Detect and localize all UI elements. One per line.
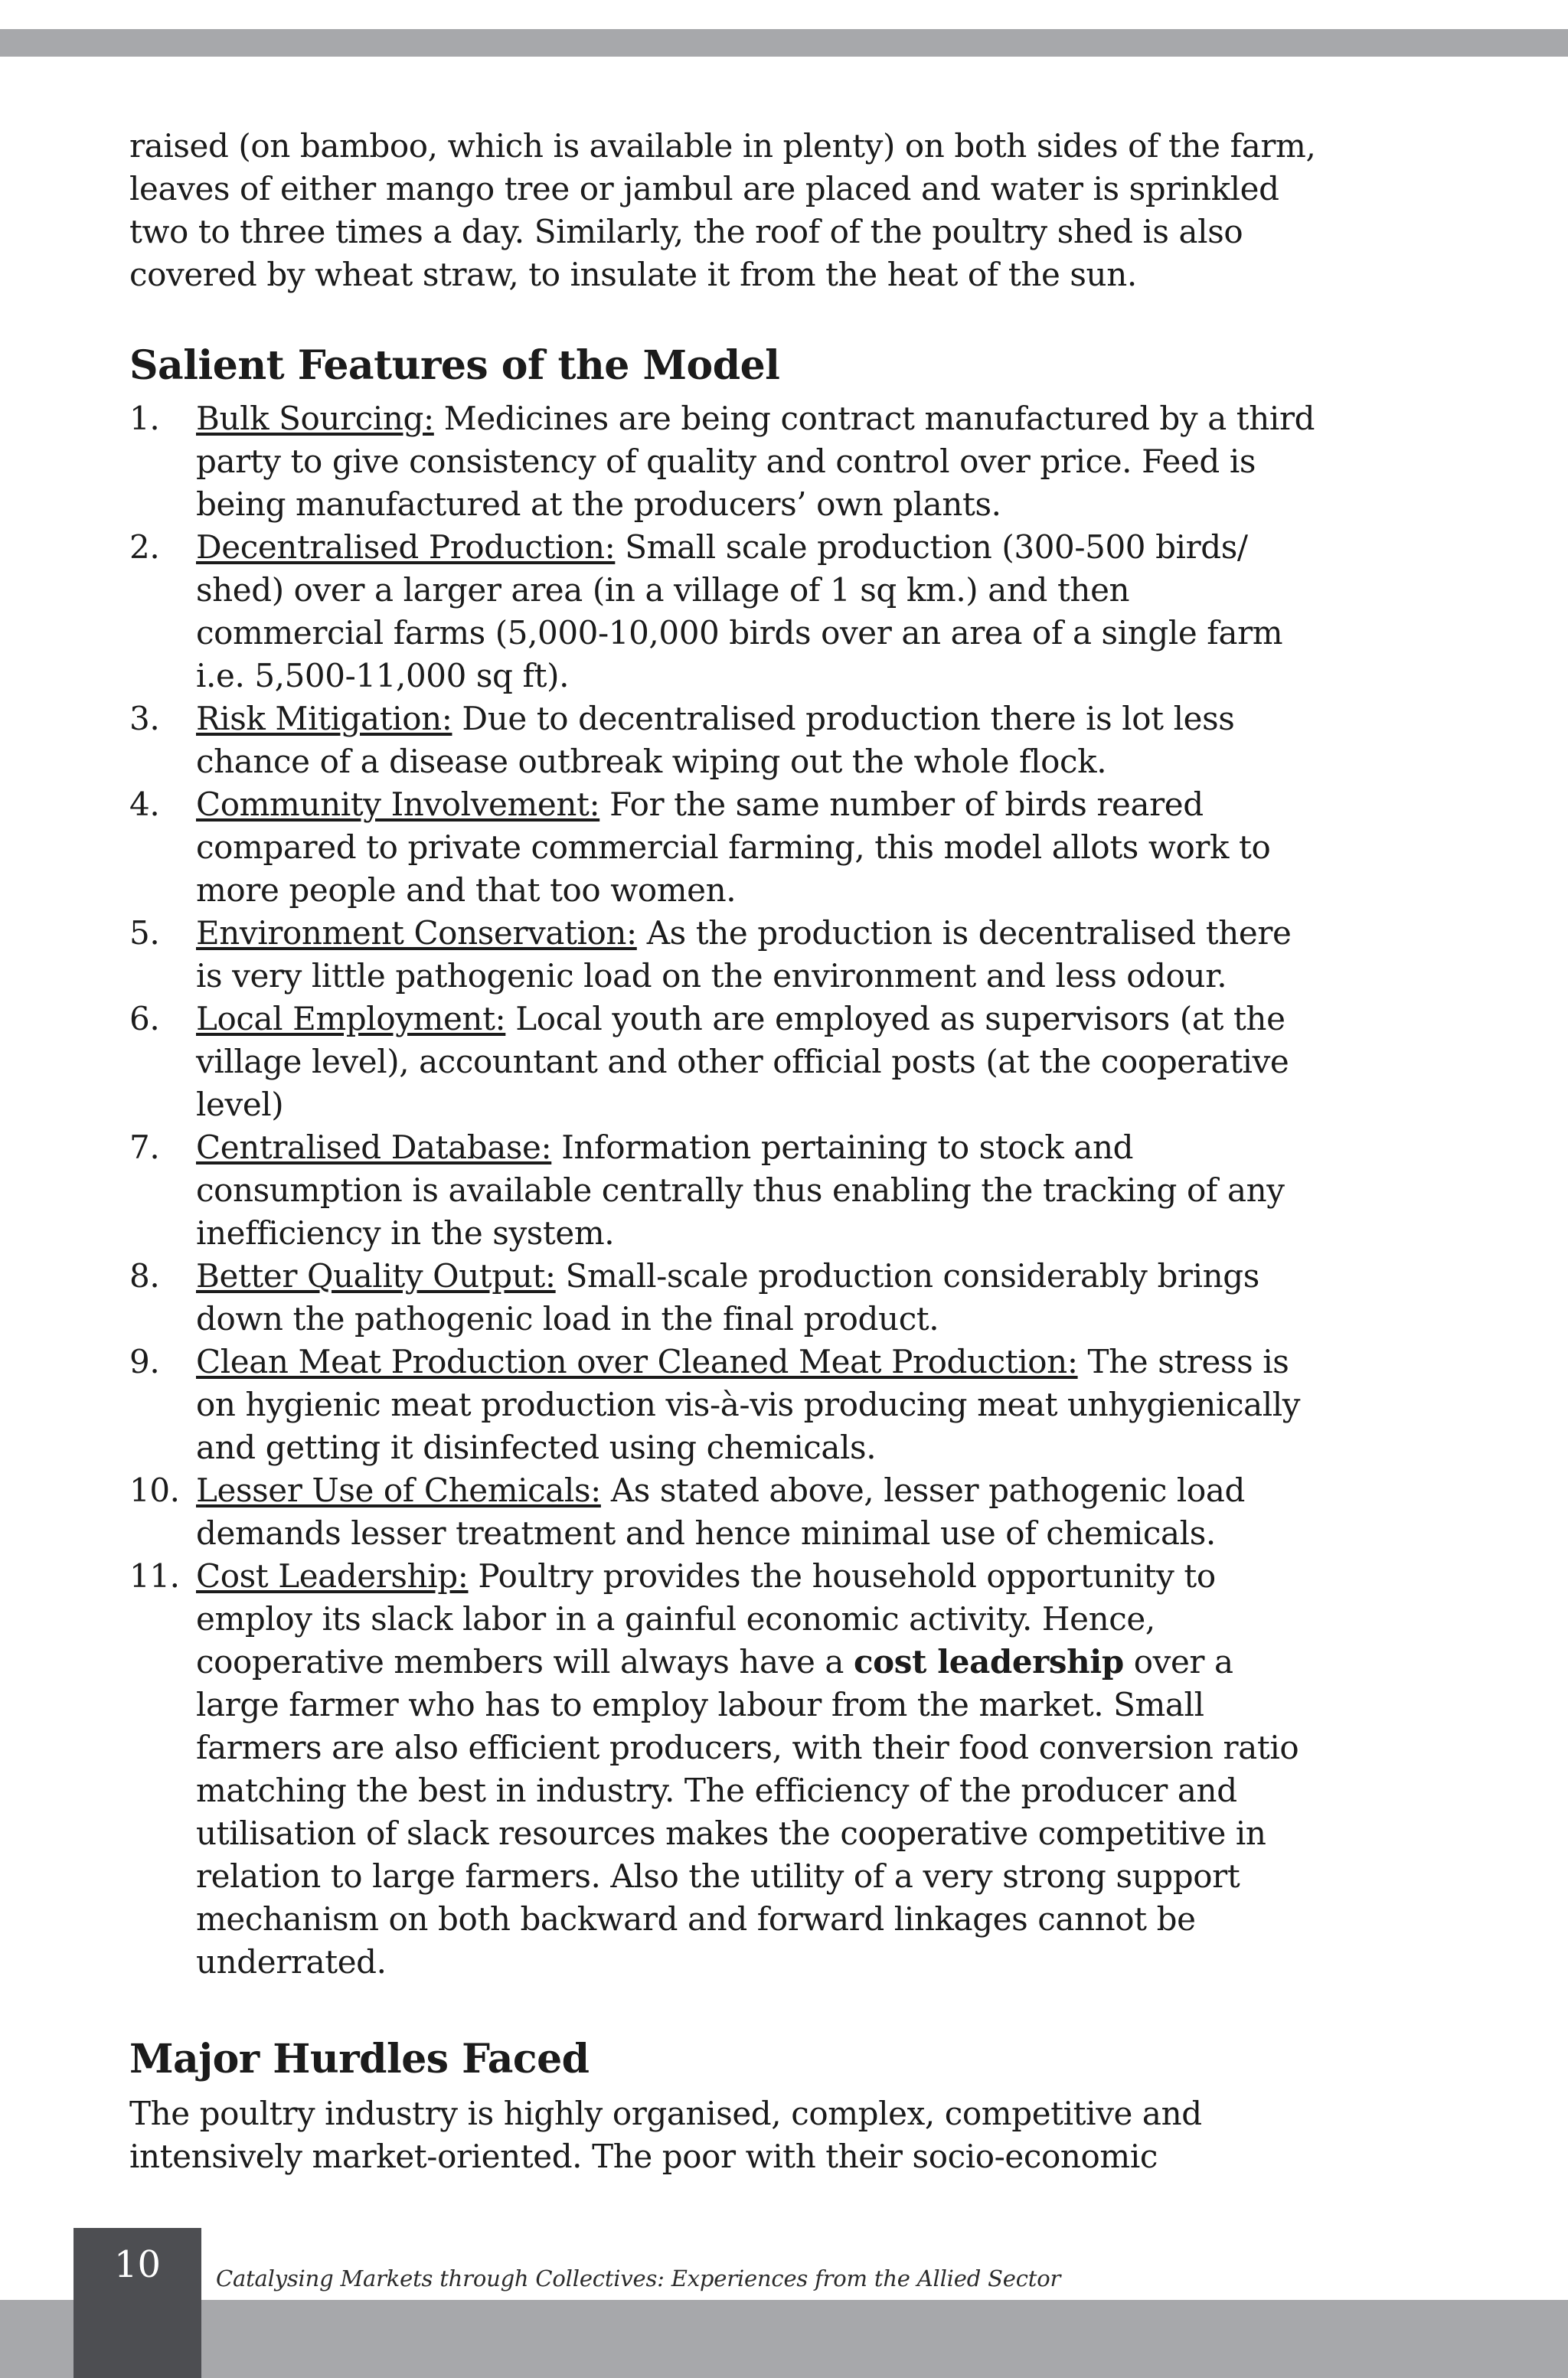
page-number: 10 bbox=[113, 2243, 162, 2286]
list-item bbox=[129, 526, 1324, 697]
item-term: Bulk Sourcing: bbox=[196, 400, 434, 437]
section-heading-salient-features: Salient Features of the Model bbox=[129, 342, 780, 389]
item-text: over a large farmer who has to employ labour from the market. Small farmers are also efficient producers, with their food conversion ratio matching the best in industry. The efficiency of the producer and utilisation of slack resources makes the cooperative competitive in relation to large farmers. Also the utility of a very strong support mechanism on both backward and forward linkages cannot be underrated. bbox=[196, 1643, 1299, 1981]
item-number: 5. bbox=[129, 914, 160, 952]
item-term: Lesser Use of Chemicals: bbox=[196, 1472, 601, 1509]
footer-bar bbox=[0, 2300, 1568, 2378]
list-item bbox=[129, 998, 1324, 1126]
item-number: 7. bbox=[129, 1129, 160, 1166]
item-text: As the production is decentralised there is very little pathogenic load on the environment and less odour. bbox=[196, 914, 1292, 995]
item-number: 3. bbox=[129, 700, 160, 737]
item-text: Information pertaining to stock and consumption is available centrally thus enabling the tracking of any inefficiency in the system. bbox=[196, 1129, 1285, 1252]
item-number: 6. bbox=[129, 1000, 160, 1037]
item-text: Small scale production (300-500 birds/ shed) over a larger area (in a village of 1 sq km.) and then commercial farms (5,000-10,000 birds over an area of a single farm i.e. 5,500-11,000 sq ft). bbox=[196, 528, 1283, 694]
item-number: 2. bbox=[129, 528, 160, 566]
item-text: The stress is on hygienic meat production vis-à-vis producing meat unhygienically and getting it disinfected using chemicals. bbox=[196, 1343, 1301, 1466]
item-text: Local youth are employed as supervisors (at the village level), accountant and other official posts (at the cooperative level) bbox=[196, 1000, 1289, 1123]
item-text: Poultry provides the household opportunity to employ its slack labor in a gainful economic activity. Hence, cooperative members will always have a bbox=[196, 1557, 1216, 1681]
item-term: Decentralised Production: bbox=[196, 528, 616, 566]
list-item bbox=[129, 1469, 1324, 1555]
list-item bbox=[129, 1555, 1324, 1984]
item-number: 10. bbox=[129, 1472, 180, 1509]
item-term: Risk Mitigation: bbox=[196, 700, 452, 737]
item-text: For the same number of birds reared compared to private commercial farming, this model allots work to more people and that too women. bbox=[196, 786, 1271, 909]
item-term: Community Involvement: bbox=[196, 786, 600, 823]
page-content bbox=[129, 125, 1324, 2178]
item-term: Environment Conservation: bbox=[196, 914, 637, 952]
item-number: 8. bbox=[129, 1257, 160, 1295]
item-number: 1. bbox=[129, 400, 160, 437]
item-text: Small-scale production considerably brings down the pathogenic load in the final product. bbox=[196, 1257, 1259, 1338]
list-item bbox=[129, 697, 1324, 783]
item-text: As stated above, lesser pathogenic load demands lesser treatment and hence minimal use of chemicals. bbox=[196, 1472, 1245, 1552]
list-item bbox=[129, 1255, 1324, 1341]
list-item bbox=[129, 783, 1324, 912]
list-item bbox=[129, 397, 1324, 526]
intro-paragraph: raised (on bamboo, which is available in plenty) on both sides of the farm, leaves of either mango tree or jambul are placed and water is sprinkled two to three times a day. Similarly, the roof of the poultry shed is also covered by wheat straw, to insulate it from the heat of the sun. bbox=[129, 127, 1316, 293]
item-number: 4. bbox=[129, 786, 160, 823]
item-bold-phrase: cost leadership bbox=[853, 1643, 1124, 1681]
list-item bbox=[129, 1341, 1324, 1469]
features-list bbox=[129, 397, 1324, 1984]
list-item bbox=[129, 1126, 1324, 1255]
item-term: Better Quality Output: bbox=[196, 1257, 556, 1295]
item-text: Due to decentralised production there is lot less chance of a disease outbreak wiping out the whole flock. bbox=[196, 700, 1235, 780]
item-term: Cost Leadership: bbox=[196, 1557, 469, 1595]
item-term: Centralised Database: bbox=[196, 1129, 552, 1166]
top-decorative-bar bbox=[0, 29, 1568, 57]
item-number: 9. bbox=[129, 1343, 160, 1380]
hurdles-paragraph: The poultry industry is highly organised, complex, competitive and intensively market-oriented. The poor with their socio-economic bbox=[129, 2095, 1202, 2175]
item-term: Local Employment: bbox=[196, 1000, 506, 1037]
item-number: 11. bbox=[129, 1557, 180, 1595]
running-title: Catalysing Markets through Collectives: Experiences from the Allied Sector bbox=[216, 2265, 1061, 2291]
item-text: Medicines are being contract manufactured by a third party to give consistency of quality and control over price. Feed is being manufactured at the producers’ own plants. bbox=[196, 400, 1315, 523]
section-heading-major-hurdles: Major Hurdles Faced bbox=[129, 2036, 590, 2082]
list-item bbox=[129, 912, 1324, 998]
item-term: Clean Meat Production over Cleaned Meat Production: bbox=[196, 1343, 1078, 1380]
